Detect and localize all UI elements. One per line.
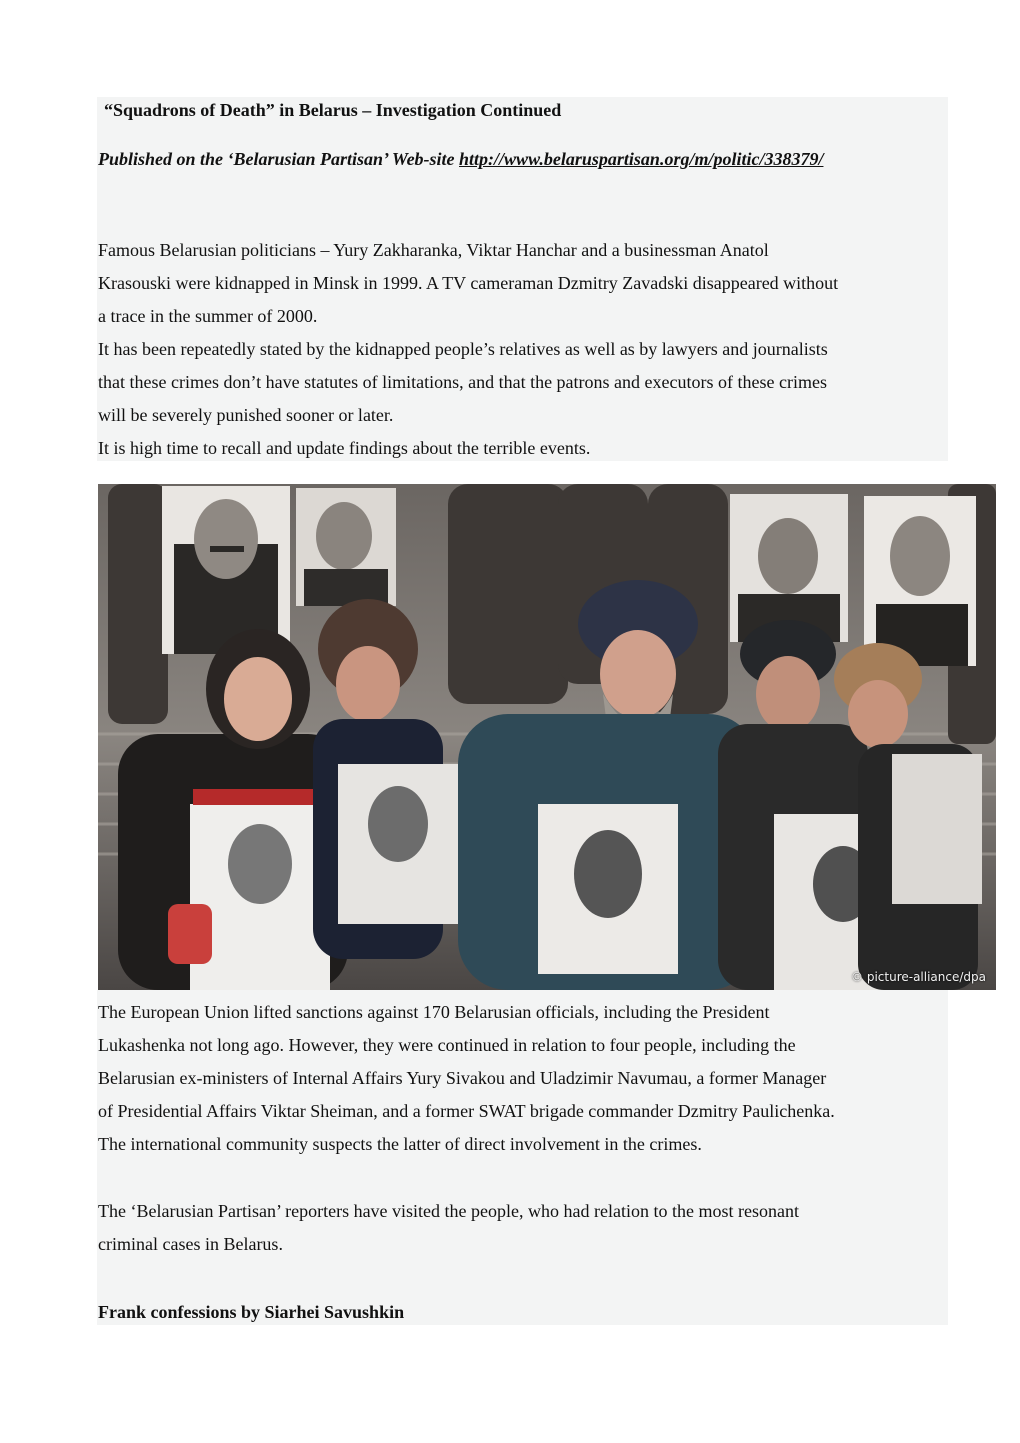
sanctions-line: of Presidential Affairs Viktar Sheiman, and a former SWAT brigade commander Dzmitry Paulichenka. <box>98 1101 835 1121</box>
intro-line: will be severely punished sooner or later. <box>98 405 394 425</box>
section-heading: Frank confessions by Siarhei Savushkin <box>98 1302 405 1322</box>
portrait-placard <box>864 496 976 666</box>
intro-line: It has been repeatedly stated by the kidnapped people’s relatives as well as by lawyers and journalists <box>98 339 828 359</box>
source-link[interactable]: http://www.belaruspartisan.org/m/politic/338379/ <box>459 149 824 169</box>
reporters-line: criminal cases in Belarus. <box>98 1234 283 1254</box>
portrait-placard <box>162 486 290 654</box>
published-prefix: Published on the ‘Belarusian Partisan’ Web-site <box>98 149 460 169</box>
intro-line: a trace in the summer of 2000. <box>98 306 318 326</box>
published-line <box>98 149 823 170</box>
portrait-placard <box>730 494 848 642</box>
protest-photo <box>98 484 996 990</box>
intro-line: Famous Belarusian politicians – Yury Zakharanka, Viktar Hanchar and a businessman Anatol <box>98 240 769 260</box>
sanctions-line: The European Union lifted sanctions against 170 Belarusian officials, including the President <box>98 1002 770 1022</box>
intro-line: It is high time to recall and update findings about the terrible events. <box>98 438 591 458</box>
sanctions-line: The international community suspects the latter of direct involvement in the crimes. <box>98 1134 702 1154</box>
intro-line: that these crimes don’t have statutes of limitations, and that the patrons and executors of these crimes <box>98 372 827 392</box>
intro-line: Krasouski were kidnapped in Minsk in 1999. A TV cameraman Dzmitry Zavadski disappeared without <box>98 273 839 293</box>
intro-paragraph <box>98 234 958 465</box>
red-scarf <box>193 789 313 805</box>
reporters-line: The ‘Belarusian Partisan’ reporters have visited the people, who had relation to the most resonant <box>98 1201 799 1221</box>
reporters-paragraph <box>98 1195 958 1261</box>
sanctions-paragraph <box>98 996 958 1161</box>
photo-credit: © picture-alliance/dpa <box>851 970 986 984</box>
sanctions-line: Lukashenka not long ago. However, they were continued in relation to four people, including the <box>98 1035 796 1055</box>
article-title: “Squadrons of Death” in Belarus – Investigation Continued <box>104 100 562 120</box>
protest-photo-illustration <box>98 484 996 990</box>
portrait-placard <box>296 488 396 606</box>
red-mitten <box>168 904 212 964</box>
sanctions-line: Belarusian ex-ministers of Internal Affairs Yury Sivakou and Uladzimir Navumau, a former Manager <box>98 1068 827 1088</box>
